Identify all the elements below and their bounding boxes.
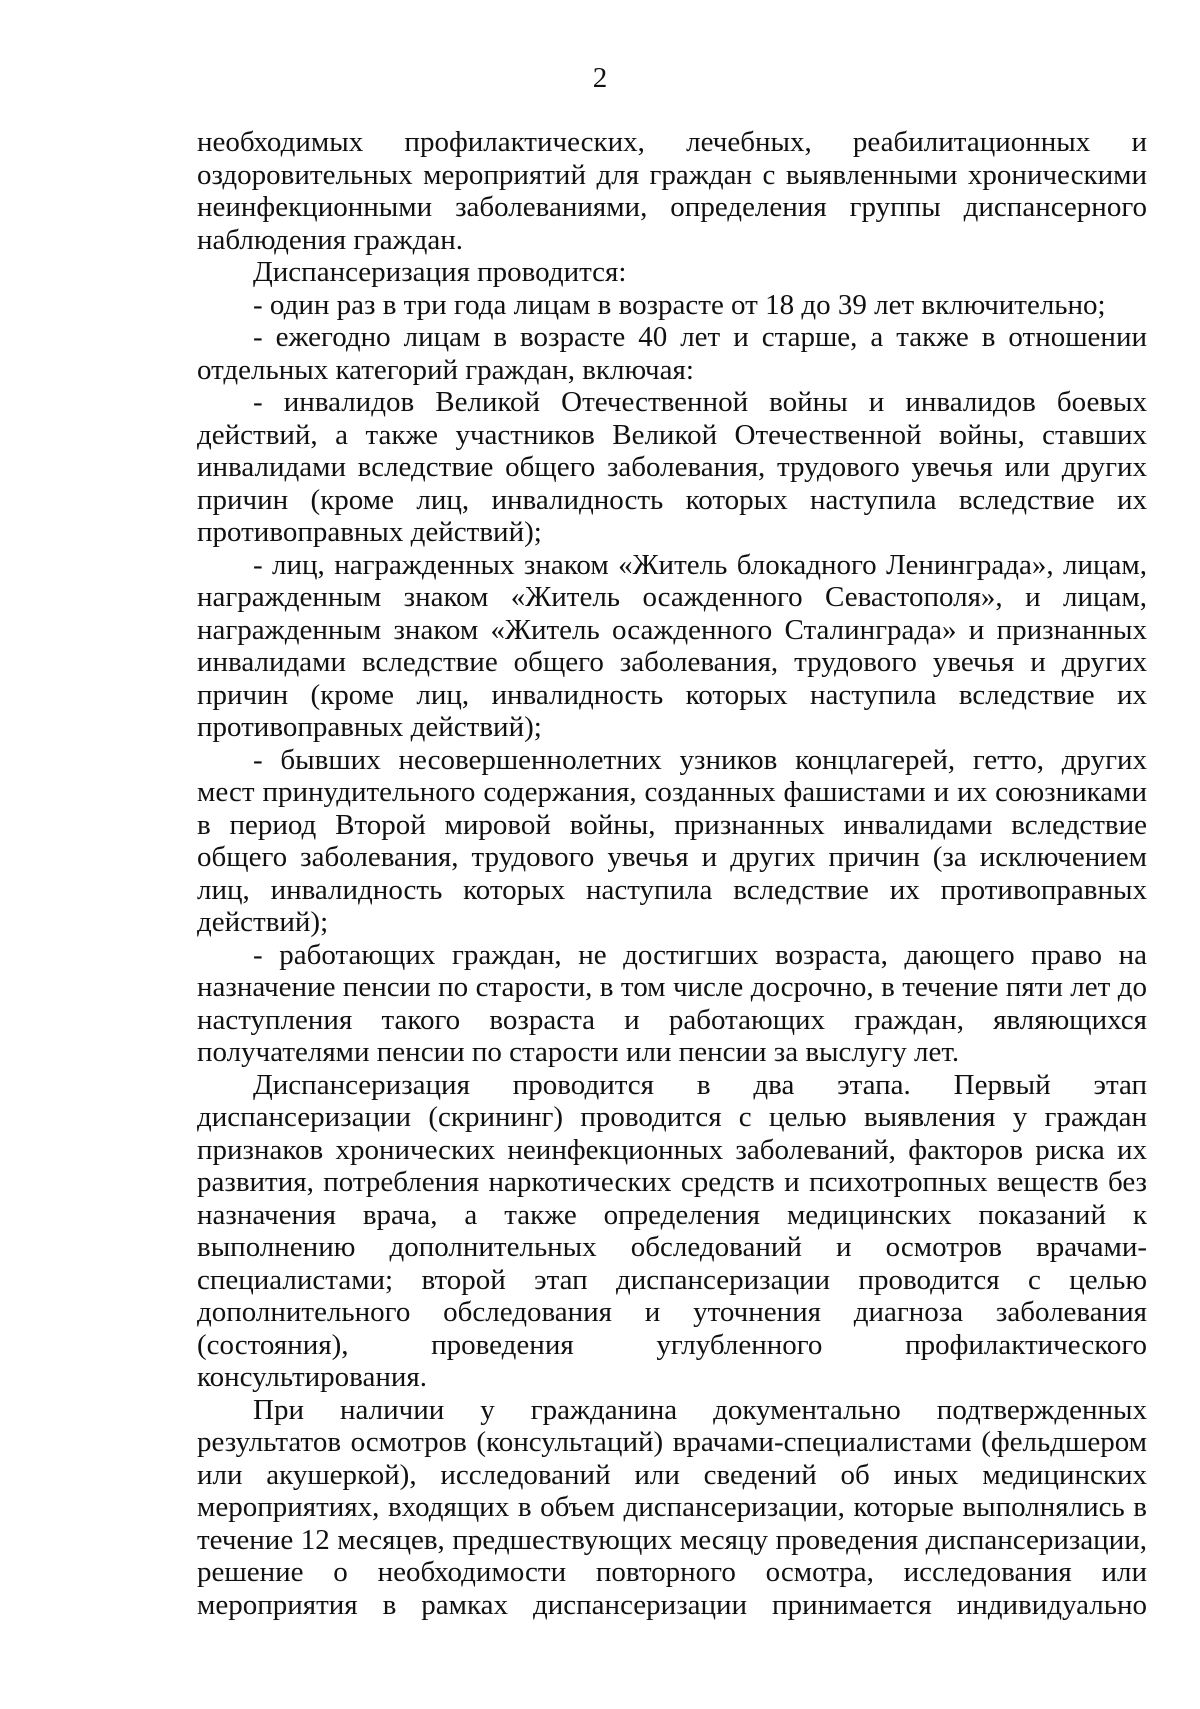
- list-item-siege-residents: - лиц, награжденных знаком «Житель блокадного Ленинграда», лицам, награжденным знаком «Житель осажденного Севастополя», и лицам, награжденным знаком «Житель осажденного Сталинграда» и признанных инвалидами вследствие общего заболевания, трудового увечья и других причин (кроме лиц, инвалидность которых наступила вследствие их противоправных действий);: [197, 548, 1147, 743]
- list-item-every-three-years: - один раз в три года лицам в возрасте от 18 до 39 лет включительно;: [253, 288, 1106, 321]
- paragraph-prior-results: При наличии у гражданина документально подтвержденных результатов осмотров (консультаций) врачами-специалистами (фельдшером или акушеркой), исследований или сведений об иных медицинских мероприятиях, входящих в объем диспансеризации, которые выполнялись в течение 12 месяцев, предшествующих месяцу проведения диспансеризации, решение о необходимости повторного осмотра, исследования или мероприятия в рамках диспансеризации принимается индивидуально: [197, 1393, 1147, 1621]
- list-item-working-citizens: - работающих граждан, не достигших возраста, дающего право на назначение пенсии по старости, в том числе досрочно, в течение пяти лет до наступления такого возраста и работающих граждан, являющихся получателями пенсии по старости или пенсии за выслугу лет.: [197, 938, 1147, 1068]
- list-item-camp-prisoners: - бывших несовершеннолетних узников концлагерей, гетто, других мест принудительного содержания, созданных фашистами и их союзниками в период Второй мировой войны, признанных инвалидами вследствие общего заболевания, трудового увечья и других причин (за исключением лиц, инвалидность которых наступила вследствие их противоправных действий);: [197, 743, 1147, 938]
- document-body: [197, 126, 1147, 1621]
- paragraph-continuation: необходимых профилактических, лечебных, реабилитационных и оздоровительных мероприятий для граждан с выявленными хроническими неинфекционными заболеваниями, определения группы диспансерного наблюдения граждан.: [197, 126, 1147, 256]
- paragraph-two-stages: Диспансеризация проводится в два этапа. Первый этап диспансеризации (скрининг) проводится с целью выявления у граждан признаков хронических неинфекционных заболеваний, факторов риска их развития, потребления наркотических средств и психотропных веществ без назначения врача, а также определения медицинских показаний к выполнению дополнительных обследований и осмотров врачами-специалистами; второй этап диспансеризации проводится с целью дополнительного обследования и уточнения диагноза заболевания (состояния), проведения углубленного профилактического консультирования.: [197, 1068, 1147, 1393]
- page-number: 2: [592, 62, 608, 94]
- list-item-annually: - ежегодно лицам в возрасте 40 лет и старше, а также в отношении отдельных категорий граждан, включая:: [197, 321, 1147, 386]
- list-item-war-invalids: - инвалидов Великой Отечественной войны и инвалидов боевых действий, а также участников Великой Отечественной войны, ставших инвалидами вследствие общего заболевания, трудового увечья или других причин (кроме лиц, инвалидность которых наступила вследствие их противоправных действий);: [197, 386, 1147, 548]
- paragraph-dispensary-intro: Диспансеризация проводится:: [253, 256, 627, 288]
